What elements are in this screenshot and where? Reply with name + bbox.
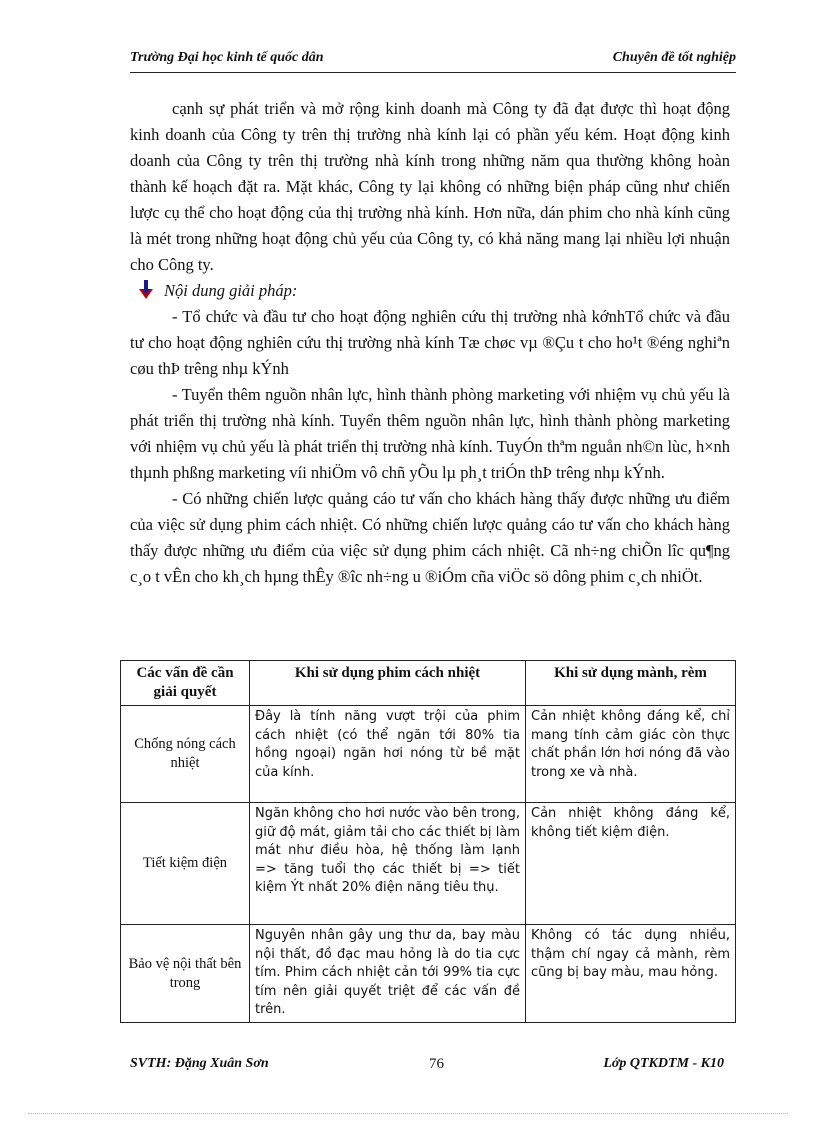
- paragraph-3: [130, 382, 730, 486]
- table-cell-issue: Tiết kiệm điện: [121, 803, 250, 925]
- table-cell-issue: Bảo vệ nội thất bên trong: [121, 925, 250, 1023]
- header-school: Trường Đại học kinh tế quốc dân: [130, 50, 324, 65]
- page-header: [130, 50, 736, 73]
- table-header: Các vấn đề cần giải quyết: [121, 661, 250, 706]
- down-arrow-bullet-icon: [138, 280, 154, 300]
- footer-student: SVTH: Đặng Xuân Sơn: [130, 1056, 269, 1071]
- table-header: Khi sử dụng phim cách nhiệt: [250, 661, 526, 706]
- bullet-heading-text: Nội dung giải pháp:: [164, 281, 298, 300]
- page-number: 76: [429, 1056, 444, 1072]
- paragraph-2: [130, 304, 730, 382]
- paragraph-3-garbled: TuyÓn thªm nguån nh©n lùc, h×nh thµnh phßng marketing víi nhiÖm vô chñ yÕu lµ ph¸t triÓn thÞ trêng nhµ kÝnh.: [130, 437, 731, 482]
- table-cell-curtain: Không có tác dụng nhiều, thậm chí ngay cả mành, rèm cũng bị bay màu, mau hỏng.: [526, 925, 736, 1023]
- paragraph-4-text: - Có những chiến lược quảng cáo tư vấn cho khách hàng thấy được những ưu điểm của việc sử dụng phim cách nhiệt. Có những chiến lược quảng cáo tư vấn cho khách hàng thấy được những ưu điểm của việc sử dụng phim cách nhiệt.: [130, 489, 730, 560]
- page-edge-divider: [28, 1113, 788, 1114]
- paragraph-3-text: - Tuyển thêm nguồn nhân lực, hình thành phòng marketing với nhiệm vụ chủ yếu là phát triển thị trường nhà kính. Tuyển thêm nguồn nhân lực, hình thành phòng marketing với nhiệm vụ chủ yếu là phát triển thị trường nhà kính.: [130, 385, 730, 456]
- table-cell-film: Ngăn không cho hơi nước vào bên trong, giữ độ mát, giảm tải cho các thiết bị làm mát như điều hòa, hệ thống làm lạnh => tăng tuổi thọ các thiết bị => tiết kiệm Ýt nhất 20% điện năng tiêu thụ.: [250, 803, 526, 925]
- table-row: [121, 706, 736, 803]
- table-header: Khi sử dụng mành, rèm: [526, 661, 736, 706]
- table-cell-film: Đây là tính năng vượt trội của phim cách nhiệt (có thể ngăn tới 80% tia hồng ngoại) ngăn hơi nóng từ bề mặt của kính.: [250, 706, 526, 803]
- paragraph-2-garbled: Tæ chøc vµ ®Çu t cho ho¹t ®éng nghiªn cøu thÞ trêng nhµ kÝnh: [130, 333, 731, 378]
- footer-class: Lớp QTKDTM - K10: [603, 1056, 724, 1071]
- table-row: [121, 925, 736, 1023]
- bullet-heading: [130, 278, 730, 304]
- page-body: [130, 96, 730, 590]
- table-cell-film: Nguyên nhân gây ung thư da, bay màu nội thất, đồ đạc mau hỏng là do tia cực tím. Phim cách nhiệt cản tới 99% tia cực tím nên giải quyết triệt để các vấn đề trên.: [250, 925, 526, 1023]
- paragraph-1: cạnh sự phát triển và mở rộng kinh doanh mà Công ty đã đạt được thì hoạt động kinh doanh của Công ty trên thị trường nhà kính lại có phần yếu kém. Hoạt động kinh doanh của Công ty trên thị trường nhà kính trong những năm qua thường không hoàn thành kế hoạch đặt ra. Mặt khác, Công ty lại không có những biện pháp cũng như chiến lược cụ thể cho hoạt động của thị trường nhà kính. Hơn nữa, dán phim cho nhà kính cũng là mét trong những hoạt động chủ yếu của Công ty, có khả năng mang lại nhiều lợi nhuận cho Công ty.: [130, 99, 730, 274]
- table-cell-issue: Chống nóng cách nhiệt: [121, 706, 250, 803]
- paragraph-2-text: - Tổ chức và đầu tư cho hoạt động nghiên cứu thị trường nhà kớnhTổ chức và đầu tư cho hoạt động nghiên cứu thị trường nhà kính: [130, 307, 730, 352]
- paragraph-4-garbled: Cã nh÷ng chiÕn lîc qu¶ng c¸o t vÊn cho kh¸ch hµng thÊy ®îc nh÷ng u ®iÓm cña viÖc sö dông phim c¸ch nhiÖt.: [130, 541, 730, 586]
- table-row: [121, 803, 736, 925]
- table-header-row: [121, 661, 736, 706]
- header-doc-type: Chuyên đề tốt nghiệp: [612, 50, 736, 65]
- paragraph-4: [130, 486, 730, 590]
- table-cell-curtain: Cản nhiệt không đáng kể, chỉ mang tính cảm giác còn thực chất phần lớn hơi nóng đã vào trong xe và nhà.: [526, 706, 736, 803]
- table-cell-curtain: Cản nhiệt không đáng kể, không tiết kiệm điện.: [526, 803, 736, 925]
- comparison-table: [120, 660, 736, 1023]
